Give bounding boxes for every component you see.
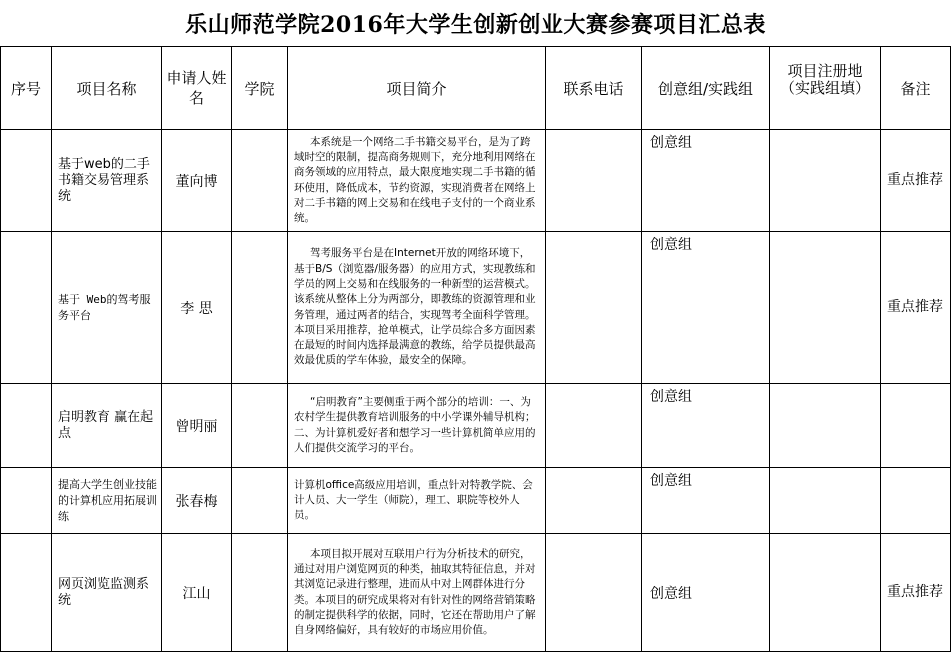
intro-text: 本系统是一个网络二手书籍交易平台，是为了跨域时空的限制，提高商务规则下，充分地利用网络在商务领域的应用特点，最大限度地实现二手书籍的循环使用，降低成本，节约资源，实现消费者在网络上对二手书籍的网上交易和在线电子支付的一个商业系统。 (294, 135, 536, 225)
header-applicant: 申请人姓名 (162, 47, 232, 130)
project-name-cell: 启明教育 赢在起点 (52, 384, 162, 468)
header-registration (770, 47, 881, 130)
remark-cell: 重点推荐 (881, 232, 951, 384)
group-cell: 创意组 (642, 232, 770, 384)
table-row (1, 384, 951, 468)
project-summary-table (0, 46, 951, 652)
remark-cell (881, 468, 951, 534)
header-remark: 备注 (881, 47, 951, 130)
table-row (1, 232, 951, 384)
registration-cell (770, 232, 881, 384)
intro-text: 驾考服务平台是在Internet开放的网络环境下，基于B/S（浏览器/服务器）的应用方式，实现教练和学员的网上交易和在线服务的一种新型的运营模式。该系统从整体上分为两部分，即教练的资源管理和业务管理，通过两者的结合，实现驾考全面科学管理。本项目采用推荐，抢单模式，让学员综合多方面因素在最短的时间内选择最满意的教练，给学员提供最高效最优质的学车体验，最安全的保障。 (294, 247, 536, 367)
college-cell (232, 534, 288, 652)
remark-cell: 重点推荐 (881, 130, 951, 232)
phone-cell (546, 130, 642, 232)
intro-text: “启明教育”主要侧重于两个部分的培训：一、为农村学生提供教育培训服务的中小学课外辅导机构；二、为计算机爱好者和想学习一些计算机简单应用的人们提供交流学习的平台。 (294, 395, 536, 454)
seq-cell (1, 468, 52, 534)
college-cell (232, 384, 288, 468)
header-row (1, 47, 951, 130)
header-project-name: 项目名称 (52, 47, 162, 130)
seq-cell (1, 384, 52, 468)
table-row (1, 534, 951, 652)
applicant-cell: 曾明丽 (162, 384, 232, 468)
registration-cell (770, 534, 881, 652)
phone-cell (546, 232, 642, 384)
header-registration-line2: （实践组填） (779, 79, 870, 97)
project-name-cell: 网页浏览监测系统 (52, 534, 162, 652)
applicant-cell: 李 思 (162, 232, 232, 384)
registration-cell (770, 130, 881, 232)
applicant-cell: 江山 (162, 534, 232, 652)
intro-text: 本项目拟开展对互联用户行为分析技术的研究，通过对用户浏览网页的种类，抽取其特征信息，并对其浏览记录进行整理，进而从中对上网群体进行分类。本项目的研究成果将对有针对性的网络营销策略的制定提供科学的依据，同时，它还在帮助用户了解自身网络偏好，具有较好的市场应用价值。 (294, 547, 536, 637)
intro-cell (288, 384, 546, 468)
group-cell: 创意组 (642, 130, 770, 232)
header-intro: 项目简介 (288, 47, 546, 130)
remark-cell (881, 384, 951, 468)
project-name-cell: 提高大学生创业技能的计算机应用拓展训练 (52, 468, 162, 534)
remark-cell: 重点推荐 (881, 534, 951, 652)
header-college: 学院 (232, 47, 288, 130)
group-cell: 创意组 (642, 384, 770, 468)
registration-cell (770, 384, 881, 468)
phone-cell (546, 468, 642, 534)
page-title: 乐山师范学院2016年大学生创新创业大赛参赛项目汇总表 (185, 12, 766, 38)
group-cell: 创意组 (642, 534, 770, 652)
project-name-cell: 基于web的二手书籍交易管理系统 (52, 130, 162, 232)
phone-cell (546, 534, 642, 652)
college-cell (232, 130, 288, 232)
seq-cell (1, 130, 52, 232)
intro-cell: 计算机office高级应用培训，重点针对特教学院、会计人员、大一学生（师院），理工、职院等校外人员。 (288, 468, 546, 534)
college-cell (232, 468, 288, 534)
header-registration-line1: 项目注册地 (787, 62, 863, 80)
phone-cell (546, 384, 642, 468)
header-seq: 序号 (1, 47, 52, 130)
table-row (1, 468, 951, 534)
seq-cell (1, 534, 52, 652)
header-group: 创意组/实践组 (642, 47, 770, 130)
registration-cell (770, 468, 881, 534)
applicant-cell: 张春梅 (162, 468, 232, 534)
project-name-cell: 基于 Web的驾考服务平台 (52, 232, 162, 384)
college-cell (232, 232, 288, 384)
intro-cell (288, 232, 546, 384)
applicant-cell: 董向博 (162, 130, 232, 232)
group-cell: 创意组 (642, 468, 770, 534)
intro-cell (288, 130, 546, 232)
seq-cell (1, 232, 52, 384)
intro-cell (288, 534, 546, 652)
header-phone: 联系电话 (546, 47, 642, 130)
table-row (1, 130, 951, 232)
